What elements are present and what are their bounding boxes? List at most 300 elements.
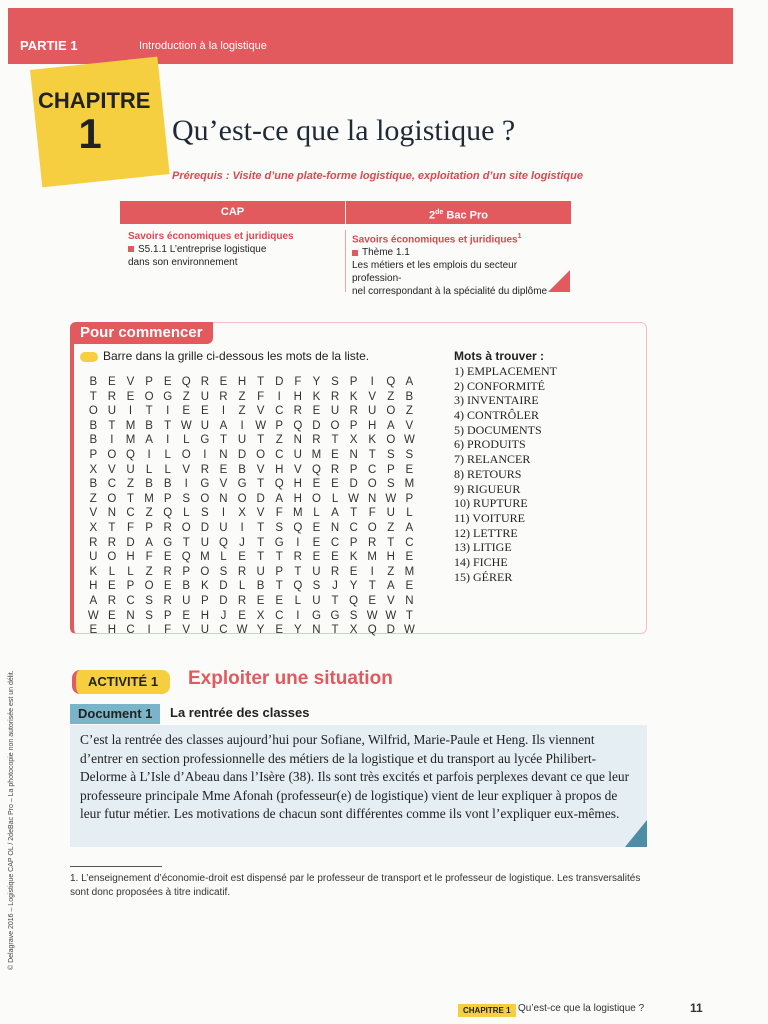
grid-cell[interactable]: E: [331, 478, 339, 491]
grid-cell[interactable]: A: [275, 492, 284, 505]
grid-cell[interactable]: T: [145, 405, 153, 418]
grid-cell[interactable]: E: [405, 551, 414, 564]
grid-cell[interactable]: I: [370, 376, 374, 388]
grid-cell[interactable]: B: [182, 580, 191, 593]
grid-cell[interactable]: R: [200, 463, 210, 476]
grid-cell[interactable]: R: [89, 536, 98, 549]
grid-cell[interactable]: U: [200, 419, 210, 432]
grid-cell[interactable]: E: [312, 478, 321, 491]
grid-cell[interactable]: V: [386, 594, 395, 607]
grid-cell[interactable]: O: [181, 521, 191, 534]
grid-cell[interactable]: Q: [181, 551, 191, 564]
grid-cell[interactable]: I: [296, 536, 300, 549]
grid-cell[interactable]: L: [164, 463, 171, 476]
grid-cell[interactable]: E: [182, 405, 191, 418]
grid-cell[interactable]: W: [236, 624, 248, 637]
grid-cell[interactable]: T: [257, 521, 265, 534]
grid-cell[interactable]: R: [163, 594, 172, 607]
grid-cell[interactable]: R: [107, 390, 117, 403]
grid-cell[interactable]: U: [126, 463, 135, 476]
grid-cell[interactable]: O: [237, 492, 247, 505]
grid-cell[interactable]: V: [182, 624, 191, 637]
grid-cell[interactable]: F: [126, 521, 134, 534]
grid-cell[interactable]: B: [163, 478, 172, 491]
grid-cell[interactable]: G: [274, 536, 284, 549]
grid-cell[interactable]: R: [293, 551, 302, 564]
grid-cell[interactable]: E: [219, 463, 228, 476]
grid-cell[interactable]: P: [349, 463, 358, 476]
grid-cell[interactable]: T: [257, 376, 265, 388]
grid-cell[interactable]: E: [219, 376, 228, 388]
grid-cell[interactable]: Q: [218, 536, 228, 549]
grid-cell[interactable]: I: [240, 419, 244, 432]
grid-cell[interactable]: O: [144, 390, 154, 403]
grid-cell[interactable]: T: [257, 536, 265, 549]
grid-cell[interactable]: H: [107, 624, 117, 637]
grid-cell[interactable]: L: [108, 565, 116, 578]
grid-cell[interactable]: C: [405, 536, 414, 549]
grid-cell[interactable]: B: [145, 478, 153, 491]
grid-cell[interactable]: R: [237, 565, 247, 578]
grid-cell[interactable]: T: [275, 551, 283, 564]
grid-cell[interactable]: K: [349, 551, 358, 564]
grid-cell[interactable]: Z: [387, 565, 395, 578]
grid-cell[interactable]: S: [219, 565, 228, 578]
grid-cell[interactable]: L: [294, 594, 302, 607]
grid-cell[interactable]: N: [349, 448, 358, 461]
grid-cell[interactable]: I: [203, 448, 207, 461]
grid-cell[interactable]: V: [256, 463, 265, 476]
grid-cell[interactable]: X: [89, 463, 98, 476]
grid-cell[interactable]: O: [200, 565, 210, 578]
grid-cell[interactable]: M: [404, 565, 415, 578]
grid-cell[interactable]: L: [164, 448, 171, 461]
grid-cell[interactable]: R: [163, 565, 172, 578]
grid-cell[interactable]: O: [107, 448, 117, 461]
grid-cell[interactable]: D: [256, 492, 265, 505]
grid-cell[interactable]: M: [367, 551, 377, 564]
grid-cell[interactable]: U: [312, 594, 321, 607]
grid-cell[interactable]: V: [126, 376, 135, 388]
grid-cell[interactable]: D: [200, 521, 210, 534]
grid-cell[interactable]: H: [200, 609, 210, 622]
grid-cell[interactable]: Q: [126, 448, 135, 461]
grid-cell[interactable]: G: [200, 434, 210, 447]
grid-cell[interactable]: S: [275, 521, 284, 534]
grid-cell[interactable]: W: [255, 419, 267, 432]
grid-cell[interactable]: O: [256, 448, 266, 461]
grid-cell[interactable]: A: [89, 594, 98, 607]
grid-cell[interactable]: L: [220, 551, 227, 564]
grid-cell[interactable]: T: [350, 507, 358, 520]
grid-cell[interactable]: U: [293, 448, 302, 461]
grid-cell[interactable]: P: [126, 580, 135, 593]
grid-cell[interactable]: R: [293, 405, 302, 418]
grid-cell[interactable]: O: [386, 405, 396, 418]
grid-cell[interactable]: R: [200, 376, 210, 388]
grid-cell[interactable]: C: [330, 536, 340, 549]
grid-cell[interactable]: E: [331, 551, 339, 564]
grid-cell[interactable]: J: [332, 580, 338, 593]
grid-cell[interactable]: Y: [293, 624, 302, 637]
grid-cell[interactable]: V: [182, 463, 191, 476]
grid-cell[interactable]: I: [184, 478, 188, 491]
grid-cell[interactable]: F: [145, 551, 153, 564]
grid-cell[interactable]: T: [294, 565, 302, 578]
grid-cell[interactable]: Q: [293, 419, 303, 432]
grid-cell[interactable]: Z: [145, 565, 153, 578]
grid-cell[interactable]: E: [108, 376, 116, 388]
grid-cell[interactable]: G: [200, 478, 210, 491]
grid-cell[interactable]: H: [89, 580, 98, 593]
grid-cell[interactable]: U: [237, 434, 247, 447]
grid-cell[interactable]: C: [275, 609, 284, 622]
grid-cell[interactable]: W: [180, 419, 192, 432]
grid-cell[interactable]: P: [349, 536, 358, 549]
grid-cell[interactable]: P: [182, 565, 191, 578]
grid-cell[interactable]: V: [256, 405, 265, 418]
grid-cell[interactable]: P: [386, 463, 395, 476]
grid-cell[interactable]: C: [126, 624, 135, 637]
grid-cell[interactable]: E: [163, 376, 172, 388]
grid-cell[interactable]: P: [201, 594, 209, 607]
grid-cell[interactable]: P: [89, 448, 98, 461]
grid-cell[interactable]: G: [311, 609, 321, 622]
grid-cell[interactable]: W: [403, 434, 415, 447]
grid-cell[interactable]: Q: [293, 521, 303, 534]
grid-cell[interactable]: E: [405, 580, 414, 593]
grid-cell[interactable]: G: [163, 536, 173, 549]
grid-cell[interactable]: I: [110, 434, 114, 447]
grid-cell[interactable]: U: [107, 405, 117, 418]
grid-cell[interactable]: E: [126, 390, 135, 403]
grid-cell[interactable]: T: [219, 434, 227, 447]
grid-cell[interactable]: Q: [293, 580, 303, 593]
grid-cell[interactable]: T: [368, 448, 376, 461]
grid-cell[interactable]: R: [163, 521, 172, 534]
grid-cell[interactable]: O: [330, 419, 340, 432]
grid-cell[interactable]: N: [293, 434, 302, 447]
grid-cell[interactable]: H: [126, 551, 135, 564]
grid-cell[interactable]: L: [183, 507, 190, 520]
grid-cell[interactable]: U: [89, 551, 98, 564]
grid-cell[interactable]: W: [366, 609, 378, 622]
grid-cell[interactable]: X: [256, 609, 265, 622]
grid-cell[interactable]: E: [368, 594, 377, 607]
grid-cell[interactable]: P: [163, 492, 172, 505]
grid-cell[interactable]: C: [126, 594, 135, 607]
grid-cell[interactable]: K: [201, 580, 209, 593]
grid-cell[interactable]: U: [200, 624, 210, 637]
grid-cell[interactable]: U: [200, 536, 210, 549]
grid-cell[interactable]: T: [108, 419, 116, 432]
grid-cell[interactable]: O: [200, 492, 210, 505]
grid-cell[interactable]: H: [368, 419, 377, 432]
grid-cell[interactable]: I: [147, 448, 151, 461]
grid-cell[interactable]: D: [349, 478, 358, 491]
grid-cell[interactable]: S: [145, 609, 153, 622]
grid-cell[interactable]: K: [349, 390, 358, 403]
grid-cell[interactable]: E: [163, 580, 172, 593]
grid-cell[interactable]: E: [312, 551, 321, 564]
grid-cell[interactable]: T: [126, 492, 134, 505]
grid-cell[interactable]: U: [386, 507, 395, 520]
grid-cell[interactable]: H: [275, 463, 284, 476]
grid-cell[interactable]: Q: [181, 376, 191, 388]
grid-cell[interactable]: P: [275, 565, 284, 578]
grid-cell[interactable]: T: [108, 521, 116, 534]
grid-cell[interactable]: E: [275, 594, 284, 607]
grid-cell[interactable]: P: [163, 609, 172, 622]
grid-cell[interactable]: E: [201, 405, 209, 418]
grid-cell[interactable]: Z: [182, 390, 190, 403]
grid-cell[interactable]: U: [368, 405, 377, 418]
grid-cell[interactable]: E: [349, 565, 358, 578]
grid-cell[interactable]: V: [89, 507, 98, 520]
grid-cell[interactable]: A: [386, 580, 395, 593]
grid-cell[interactable]: P: [275, 419, 284, 432]
grid-cell[interactable]: D: [219, 580, 228, 593]
grid-cell[interactable]: N: [219, 492, 228, 505]
grid-cell[interactable]: O: [107, 551, 117, 564]
grid-cell[interactable]: T: [164, 419, 172, 432]
grid-cell[interactable]: D: [237, 448, 247, 461]
grid-cell[interactable]: T: [331, 594, 339, 607]
grid-cell[interactable]: Z: [387, 521, 395, 534]
grid-cell[interactable]: C: [368, 463, 377, 476]
grid-cell[interactable]: E: [312, 521, 321, 534]
grid-cell[interactable]: A: [145, 536, 153, 549]
grid-cell[interactable]: B: [405, 390, 414, 403]
grid-cell[interactable]: M: [293, 507, 303, 520]
grid-cell[interactable]: J: [239, 536, 245, 549]
grid-cell[interactable]: Z: [145, 507, 153, 520]
grid-cell[interactable]: O: [311, 492, 321, 505]
grid-cell[interactable]: X: [349, 624, 358, 637]
grid-cell[interactable]: D: [219, 594, 228, 607]
grid-cell[interactable]: E: [312, 405, 321, 418]
grid-cell[interactable]: D: [126, 536, 135, 549]
grid-cell[interactable]: C: [107, 478, 117, 491]
grid-cell[interactable]: F: [257, 390, 265, 403]
grid-cell[interactable]: Q: [386, 376, 396, 388]
grid-cell[interactable]: W: [87, 609, 99, 622]
grid-cell[interactable]: S: [405, 448, 414, 461]
grid-cell[interactable]: P: [405, 492, 414, 505]
grid-cell[interactable]: E: [312, 536, 321, 549]
grid-cell[interactable]: R: [107, 594, 117, 607]
grid-cell[interactable]: N: [312, 624, 321, 637]
grid-cell[interactable]: L: [406, 507, 413, 520]
grid-cell[interactable]: O: [181, 448, 191, 461]
grid-cell[interactable]: W: [403, 624, 415, 637]
grid-cell[interactable]: W: [385, 492, 397, 505]
grid-cell[interactable]: P: [349, 419, 358, 432]
grid-cell[interactable]: R: [330, 463, 340, 476]
grid-cell[interactable]: F: [275, 507, 283, 520]
grid-cell[interactable]: S: [386, 478, 395, 491]
grid-cell[interactable]: W: [348, 492, 360, 505]
grid-cell[interactable]: O: [107, 492, 117, 505]
grid-cell[interactable]: R: [219, 390, 228, 403]
grid-cell[interactable]: T: [257, 551, 265, 564]
grid-cell[interactable]: A: [331, 507, 339, 520]
grid-cell[interactable]: T: [331, 624, 339, 637]
grid-cell[interactable]: C: [219, 624, 228, 637]
grid-cell[interactable]: B: [89, 434, 98, 447]
grid-cell[interactable]: S: [145, 594, 153, 607]
grid-cell[interactable]: Q: [349, 594, 359, 607]
grid-cell[interactable]: H: [386, 551, 395, 564]
grid-cell[interactable]: U: [219, 521, 228, 534]
grid-cell[interactable]: L: [313, 507, 320, 520]
grid-cell[interactable]: V: [256, 507, 265, 520]
grid-cell[interactable]: P: [145, 376, 153, 388]
grid-cell[interactable]: B: [145, 419, 153, 432]
grid-cell[interactable]: M: [404, 478, 415, 491]
grid-cell[interactable]: X: [238, 507, 246, 520]
grid-cell[interactable]: G: [163, 390, 173, 403]
grid-cell[interactable]: O: [144, 580, 154, 593]
grid-cell[interactable]: N: [126, 609, 135, 622]
grid-cell[interactable]: Z: [405, 405, 413, 418]
grid-cell[interactable]: Q: [163, 507, 173, 520]
grid-cell[interactable]: U: [330, 405, 340, 418]
grid-cell[interactable]: U: [256, 565, 265, 578]
grid-cell[interactable]: L: [183, 434, 190, 447]
grid-cell[interactable]: P: [349, 376, 358, 388]
grid-cell[interactable]: N: [405, 594, 414, 607]
grid-cell[interactable]: I: [370, 565, 374, 578]
grid-cell[interactable]: E: [331, 448, 339, 461]
grid-cell[interactable]: Z: [275, 434, 283, 447]
grid-cell[interactable]: B: [256, 580, 265, 593]
grid-cell[interactable]: F: [294, 376, 302, 388]
grid-cell[interactable]: F: [368, 507, 376, 520]
grid-cell[interactable]: M: [144, 492, 154, 505]
grid-cell[interactable]: P: [145, 521, 153, 534]
grid-cell[interactable]: E: [89, 624, 98, 637]
grid-cell[interactable]: T: [405, 609, 413, 622]
grid-cell[interactable]: Z: [89, 492, 97, 505]
grid-cell[interactable]: S: [349, 609, 358, 622]
grid-cell[interactable]: H: [237, 376, 247, 388]
grid-cell[interactable]: D: [386, 624, 395, 637]
grid-cell[interactable]: V: [293, 463, 302, 476]
grid-cell[interactable]: I: [147, 624, 151, 637]
grid-cell[interactable]: G: [237, 478, 247, 491]
grid-cell[interactable]: E: [182, 609, 191, 622]
grid-cell[interactable]: L: [145, 463, 153, 476]
grid-cell[interactable]: E: [108, 609, 116, 622]
grid-cell[interactable]: B: [238, 463, 246, 476]
grid-cell[interactable]: Y: [256, 624, 265, 637]
grid-cell[interactable]: E: [238, 551, 246, 564]
grid-cell[interactable]: K: [89, 565, 98, 578]
grid-cell[interactable]: N: [107, 507, 117, 520]
grid-cell[interactable]: W: [385, 609, 397, 622]
grid-cell[interactable]: V: [368, 390, 377, 403]
grid-cell[interactable]: R: [312, 434, 321, 447]
grid-cell[interactable]: Q: [274, 478, 284, 491]
grid-cell[interactable]: F: [164, 624, 172, 637]
grid-cell[interactable]: T: [257, 478, 265, 491]
grid-cell[interactable]: S: [331, 376, 339, 388]
grid-cell[interactable]: D: [312, 419, 321, 432]
grid-cell[interactable]: K: [368, 434, 377, 447]
grid-cell[interactable]: N: [368, 492, 377, 505]
grid-cell[interactable]: G: [330, 609, 340, 622]
grid-cell[interactable]: Z: [238, 390, 246, 403]
grid-cell[interactable]: R: [330, 390, 340, 403]
grid-cell[interactable]: N: [330, 521, 340, 534]
grid-cell[interactable]: A: [145, 434, 153, 447]
grid-cell[interactable]: Z: [126, 478, 134, 491]
grid-cell[interactable]: U: [312, 565, 321, 578]
grid-cell[interactable]: I: [277, 390, 281, 403]
grid-cell[interactable]: L: [127, 565, 134, 578]
grid-cell[interactable]: Y: [312, 376, 321, 388]
grid-cell[interactable]: H: [293, 390, 302, 403]
grid-cell[interactable]: S: [201, 507, 209, 520]
grid-cell[interactable]: S: [312, 580, 321, 593]
grid-cell[interactable]: R: [330, 565, 340, 578]
grid-cell[interactable]: R: [237, 594, 247, 607]
grid-cell[interactable]: Z: [238, 405, 246, 418]
grid-cell[interactable]: R: [368, 536, 377, 549]
grid-cell[interactable]: L: [331, 492, 339, 505]
grid-cell[interactable]: E: [405, 463, 414, 476]
grid-cell[interactable]: I: [166, 405, 170, 418]
grid-cell[interactable]: S: [386, 448, 395, 461]
grid-cell[interactable]: E: [256, 594, 265, 607]
grid-cell[interactable]: I: [221, 405, 226, 418]
grid-cell[interactable]: L: [238, 580, 246, 593]
grid-cell[interactable]: X: [89, 521, 98, 534]
grid-cell[interactable]: M: [200, 551, 210, 564]
grid-cell[interactable]: C: [275, 405, 284, 418]
grid-cell[interactable]: R: [107, 536, 117, 549]
grid-cell[interactable]: U: [182, 594, 191, 607]
grid-cell[interactable]: O: [367, 521, 377, 534]
grid-cell[interactable]: I: [240, 521, 244, 534]
grid-cell[interactable]: M: [125, 434, 136, 447]
grid-cell[interactable]: V: [219, 478, 228, 491]
grid-cell[interactable]: M: [311, 448, 322, 461]
grid-cell[interactable]: E: [275, 624, 284, 637]
grid-cell[interactable]: I: [128, 405, 133, 418]
grid-cell[interactable]: E: [238, 609, 246, 622]
grid-cell[interactable]: Z: [387, 390, 395, 403]
grid-cell[interactable]: I: [166, 434, 170, 447]
grid-cell[interactable]: T: [368, 580, 376, 593]
grid-cell[interactable]: N: [219, 448, 228, 461]
grid-cell[interactable]: V: [405, 419, 414, 432]
grid-cell[interactable]: H: [293, 492, 302, 505]
grid-cell[interactable]: T: [89, 390, 97, 403]
grid-cell[interactable]: O: [367, 478, 377, 491]
grid-cell[interactable]: C: [349, 521, 358, 534]
grid-cell[interactable]: Y: [349, 580, 358, 593]
grid-cell[interactable]: O: [88, 405, 98, 418]
grid-cell[interactable]: U: [200, 390, 210, 403]
grid-cell[interactable]: V: [108, 463, 116, 476]
grid-cell[interactable]: Q: [311, 463, 321, 476]
grid-cell[interactable]: B: [89, 419, 98, 432]
grid-cell[interactable]: O: [386, 434, 396, 447]
grid-cell[interactable]: Q: [367, 624, 377, 637]
grid-cell[interactable]: M: [125, 419, 136, 432]
